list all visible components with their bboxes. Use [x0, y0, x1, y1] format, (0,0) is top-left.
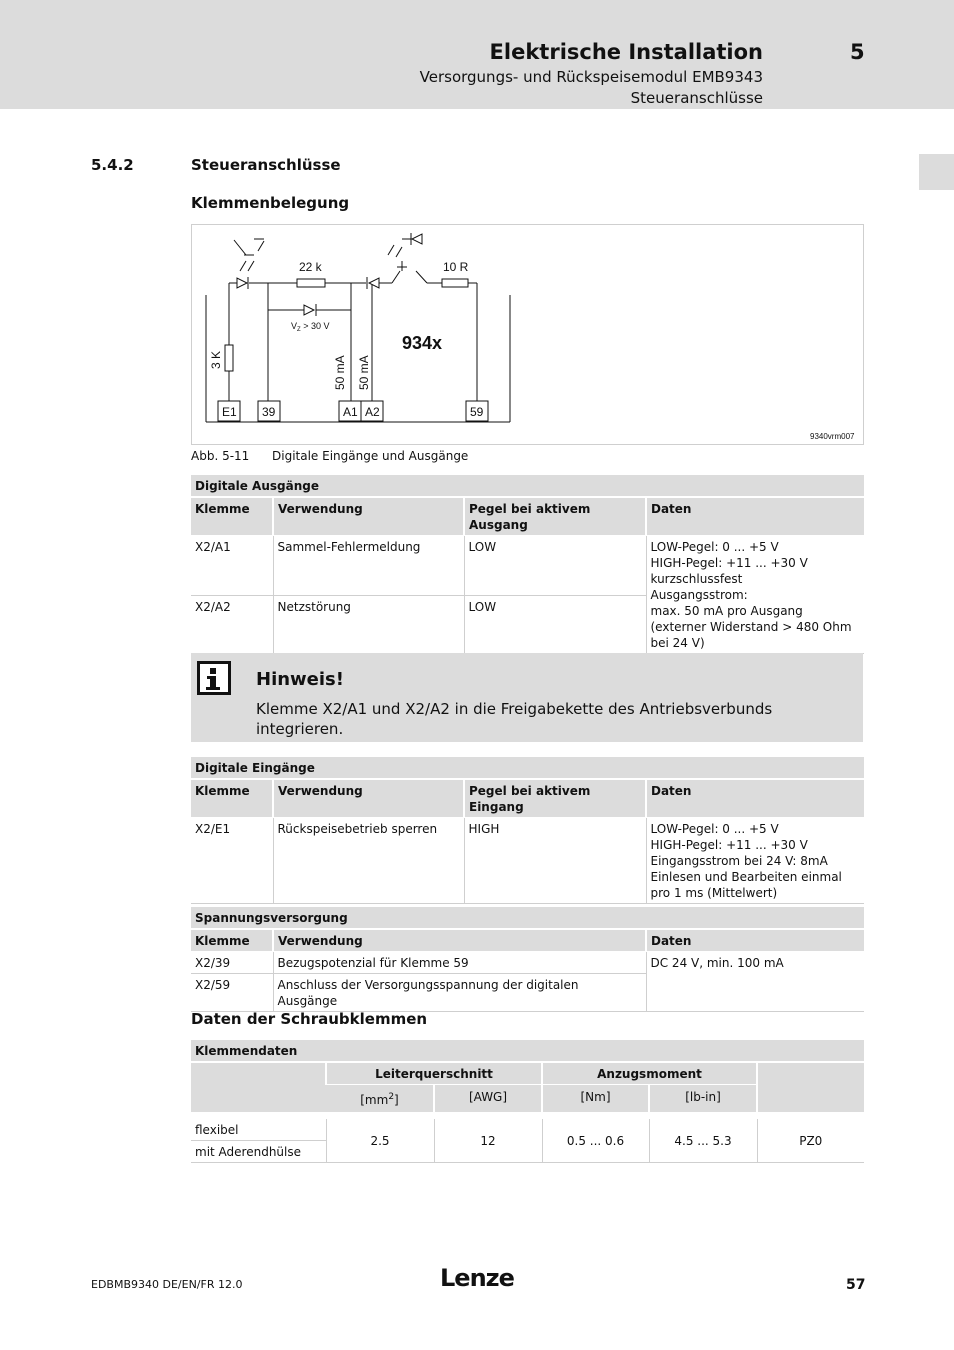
cell-klemme: X2/E1	[191, 818, 273, 904]
value-nm: 0.5 ... 0.6	[542, 1119, 649, 1163]
label-22k: 22 k	[299, 260, 322, 274]
cell-daten: LOW-Pegel: 0 ... +5 V HIGH-Pegel: +11 ... +30 V kurzschlussfest Ausgangsstrom: max. 50 mA pro Ausgang (externer Widerstand > 480 Ohm bei 24 V)	[646, 536, 864, 654]
label-vz: $V_Z > 30$ V	[291, 321, 330, 333]
chapter-title: Elektrische Installation	[489, 40, 763, 64]
supply-table-caption: Spannungsversorgung	[191, 907, 864, 929]
screw-table	[191, 1040, 864, 1163]
info-icon	[197, 661, 231, 695]
label-10r: 10 R	[443, 260, 469, 274]
row-label-aderendhuelse: mit Aderendhülse	[191, 1140, 326, 1162]
col-verwendung: Verwendung	[273, 497, 464, 536]
chapter-subtitle-2: Steueranschlüsse	[630, 89, 763, 107]
note-text: Klemme X2/A1 und X2/A2 in die Freigabekette des Antriebsverbunds integrieren.	[256, 700, 773, 738]
inputs-table-caption: Digitale Eingänge	[191, 757, 864, 779]
label-50ma-1: 50 mA	[333, 355, 347, 390]
outputs-table	[191, 475, 864, 654]
value-mm2: 2.5	[326, 1119, 434, 1163]
subheading-screw-data: Daten der Schraubklemmen	[191, 1010, 428, 1028]
chapter-subtitle: Versorgungs- und Rückspeisemodul EMB9343	[419, 68, 763, 86]
table-row	[191, 536, 864, 596]
table-row	[191, 1119, 864, 1141]
cell-klemme: X2/59	[191, 974, 273, 1012]
terminal-a1: A1	[343, 405, 358, 419]
cell-verwendung: Anschluss der Versorgungsspannung der digitalen Ausgänge	[273, 974, 646, 1012]
col-klemme: Klemme	[191, 929, 273, 952]
side-tab-marker	[919, 154, 954, 190]
value-tool: PZ0	[757, 1119, 864, 1163]
terminal-59: 59	[470, 405, 484, 419]
cell-daten: DC 24 V, min. 100 mA	[646, 952, 864, 1012]
screw-table-caption: Klemmendaten	[191, 1040, 864, 1062]
cell-daten: LOW-Pegel: 0 ... +5 V HIGH-Pegel: +11 ... +30 V Eingangsstrom bei 24 V: 8mA Einlesen und Bearbeiten einmal pro 1 ms (Mittelwert)	[646, 818, 864, 904]
table-row	[191, 952, 864, 974]
device-label: 934x	[402, 333, 443, 353]
header-band	[0, 0, 954, 109]
circuit-figure	[191, 224, 864, 445]
col-daten: Daten	[646, 779, 864, 818]
outputs-table-caption: Digitale Ausgänge	[191, 475, 864, 497]
terminal-e1: E1	[222, 405, 237, 419]
section-number: 5.4.2	[91, 156, 134, 174]
section-title: Steueranschlüsse	[191, 156, 341, 174]
cell-klemme: X2/A1	[191, 536, 273, 596]
col-daten: Daten	[646, 497, 864, 536]
col-pegel: Pegel bei aktivem Eingang	[464, 779, 646, 818]
figure-code: 9340vrm007	[810, 432, 855, 441]
label-50ma-2: 50 mA	[357, 355, 371, 390]
table-row	[191, 818, 864, 904]
unit-mm2: $[mm^2]$	[326, 1085, 434, 1113]
terminal-39: 39	[262, 405, 276, 419]
note-box	[191, 653, 863, 742]
col-klemme: Klemme	[191, 497, 273, 536]
inputs-table	[191, 757, 864, 904]
cell-pegel: LOW	[464, 596, 646, 654]
group-anzugsmoment: Anzugsmoment	[542, 1062, 757, 1085]
col-daten: Daten	[646, 929, 864, 952]
note-title: Hinweis!	[256, 669, 344, 690]
screw-corner	[191, 1062, 326, 1113]
unit-lbin: [lb-in]	[649, 1085, 757, 1113]
unit-awg: [AWG]	[434, 1085, 542, 1113]
cell-verwendung: Netzstörung	[273, 596, 464, 654]
footer-doc-id: EDBMB9340 DE/EN/FR 12.0	[91, 1278, 243, 1291]
cell-verwendung: Bezugspotenzial für Klemme 59	[273, 952, 646, 974]
figure-caption-text: Digitale Eingänge und Ausgänge	[272, 449, 469, 463]
cell-pegel: LOW	[464, 536, 646, 596]
terminal-a2: A2	[365, 405, 380, 419]
col-verwendung: Verwendung	[273, 929, 646, 952]
col-verwendung: Verwendung	[273, 779, 464, 818]
supply-table	[191, 907, 864, 1012]
figure-caption-label: Abb. 5-11	[191, 449, 250, 463]
lenze-logo: Lenze	[440, 1264, 514, 1292]
cell-klemme: X2/A2	[191, 596, 273, 654]
group-leiterquerschnitt: Leiterquerschnitt	[326, 1062, 542, 1085]
cell-verwendung: Sammel-Fehlermeldung	[273, 536, 464, 596]
screw-blank-header	[757, 1062, 864, 1113]
label-3k: 3 K	[209, 350, 223, 369]
unit-nm: [Nm]	[542, 1085, 649, 1113]
cell-verwendung: Rückspeisebetrieb sperren	[273, 818, 464, 904]
value-awg: 12	[434, 1119, 542, 1163]
circuit-diagram	[192, 225, 863, 444]
cell-pegel: HIGH	[464, 818, 646, 904]
col-klemme: Klemme	[191, 779, 273, 818]
cell-klemme: X2/39	[191, 952, 273, 974]
subheading-klemmenbelegung: Klemmenbelegung	[191, 194, 350, 212]
col-pegel: Pegel bei aktivem Ausgang	[464, 497, 646, 536]
page-number: 57	[846, 1277, 866, 1293]
chapter-number: 5	[850, 40, 865, 64]
value-lbin: 4.5 ... 5.3	[649, 1119, 757, 1163]
row-label-flexibel: flexibel	[191, 1119, 326, 1141]
